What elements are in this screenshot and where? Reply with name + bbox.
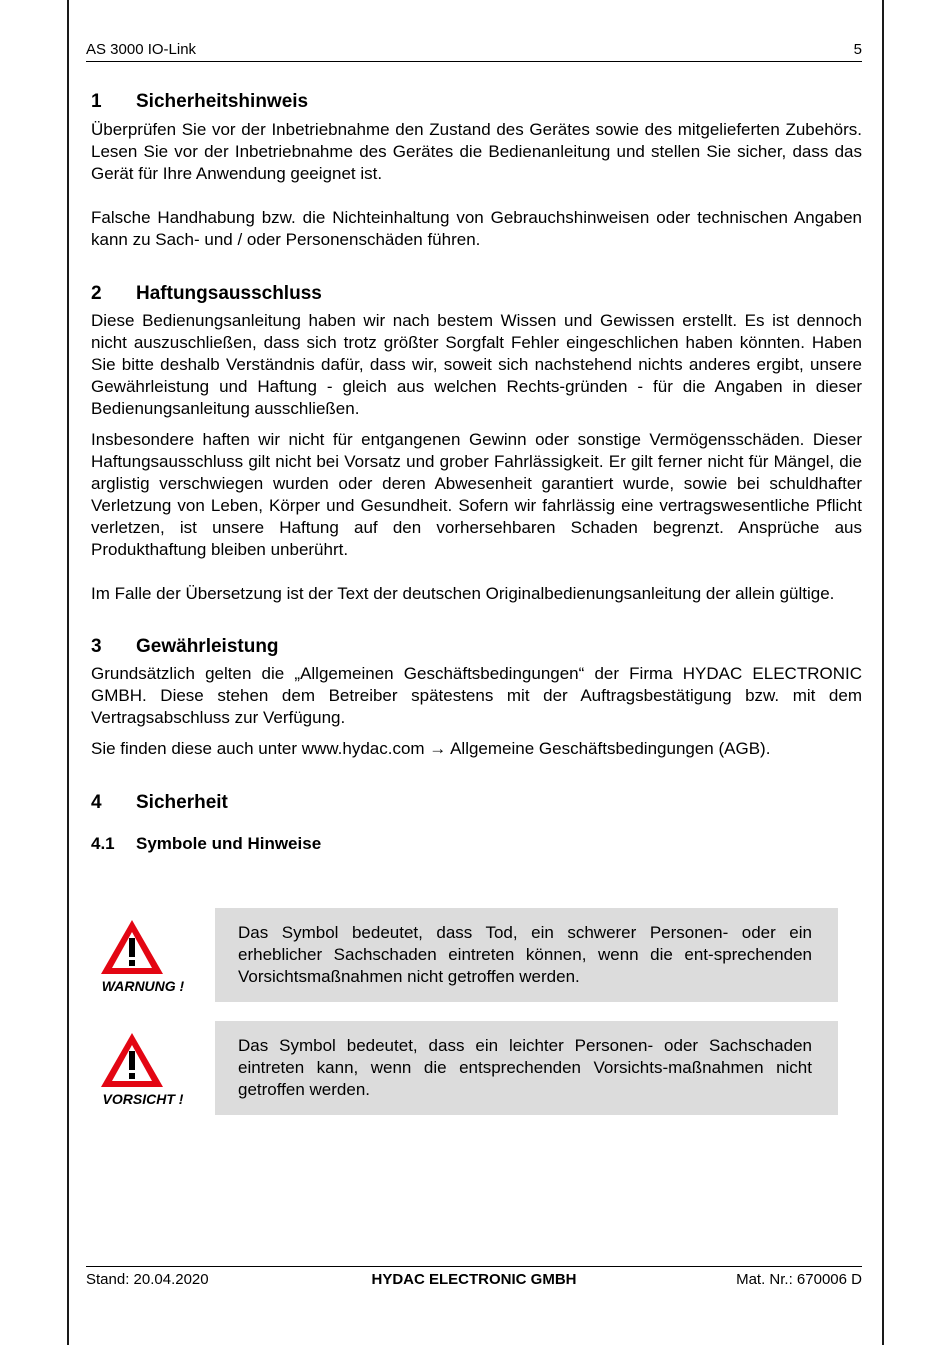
- right-margin-line: [882, 0, 884, 1345]
- section-title: Sicherheit: [136, 792, 228, 813]
- subsection-4-1-heading: [91, 833, 862, 855]
- section-number: 4.1: [91, 834, 115, 853]
- footer-company: HYDAC ELECTRONIC GMBH: [371, 1271, 577, 1288]
- section-4-heading: [91, 791, 862, 815]
- section-title: Haftungsausschluss: [136, 283, 322, 304]
- section-number: 2: [91, 283, 102, 304]
- section-number: 1: [91, 91, 102, 112]
- section-2-heading: [91, 282, 862, 306]
- caution-label: VORSICHT !: [102, 1091, 184, 1107]
- paragraph: Im Falle der Übersetzung ist der Text der deutschen Originalbedienungsanleitung der allein gültige.: [91, 584, 835, 603]
- section-1-heading: [91, 90, 862, 114]
- section-title: Sicherheitshinweis: [136, 91, 309, 112]
- page-header: [86, 41, 862, 62]
- notice-icon-area: [86, 908, 215, 1002]
- paragraph: Sie finden diese auch unter www.hydac.com → Allgemeine Geschäftsbedingungen (AGB).: [91, 739, 771, 758]
- paragraph: Insbesondere haften wir nicht für entgangenen Gewinn oder sonstige Vermögensschäden. Dieser Haftungsausschluss gilt nicht bei Vorsatz und grober Fahrlässigkeit. Er gilt ferner nicht für Mängel, die arglistig verschwiegen wurden oder deren Abwesenheit garantiert wurde, sowie bei schuldhafter Verletzung von Leben, Körper und Gesundheit. Sofern wir fahrlässig eine vertragswesentliche Pflicht verletzen, ist unsere Haftung auf den vorhersehbaren Schaden begrenzt. Ansprüche aus Produkthaftung bleiben unberührt.: [91, 430, 862, 559]
- section-number: 3: [91, 636, 102, 657]
- section-title: Gewährleistung: [136, 636, 279, 657]
- paragraph: Diese Bedienungsanleitung haben wir nach bestem Wissen und Gewissen erstellt. Es ist dennoch nicht auszuschließen, dass sich trotz größter Sorgfalt Fehler eingeschlichen haben könnten. Haben Sie bitte deshalb Verständnis dafür, dass wir, soweit sich nachstehend nichts anderes ergibt, unsere Gewährleistung und Haftung - gleich aus welchen Rechts-gründen - für die Angaben in dieser Bedienungsanleitung ausschließen.: [91, 311, 862, 418]
- paragraph: Überprüfen Sie vor der Inbetriebnahme den Zustand des Gerätes sowie des mitgelieferten Zubehörs. Lesen Sie vor der Inbetriebnahme des Gerätes die Bedienanleitung und stellen Sie sicher, dass das Gerät für Ihre Anwendung geeignet ist.: [91, 120, 862, 183]
- notice-text-box: [215, 908, 838, 1002]
- notice-icon-area: [86, 1021, 215, 1115]
- footer-date: Stand: 20.04.2020: [86, 1271, 209, 1288]
- page-footer: [86, 1266, 862, 1291]
- page-content: [91, 90, 862, 855]
- left-margin-line: [67, 0, 69, 1345]
- caution-notice: [86, 1021, 838, 1115]
- notice-text: Das Symbol bedeutet, dass ein leichter Personen- oder Sachschaden eintreten kann, wenn die entsprechenden Vorsichts-maßnahmen nicht getroffen werden.: [238, 1036, 812, 1099]
- section-3-heading: [91, 635, 862, 659]
- warning-triangle-icon: [99, 918, 165, 976]
- section-number: 4: [91, 792, 102, 813]
- warning-triangle-icon: [99, 1031, 165, 1089]
- notice-text-box: [215, 1021, 838, 1115]
- footer-material-number: Mat. Nr.: 670006 D: [736, 1271, 862, 1288]
- document-title: AS 3000 IO-Link: [86, 41, 197, 58]
- paragraph: Falsche Handhabung bzw. die Nichteinhaltung von Gebrauchshinweisen oder technischen Angaben kann zu Sach- und / oder Personenschäden führen.: [91, 208, 862, 249]
- paragraph: Grundsätzlich gelten die „Allgemeinen Geschäftsbedingungen“ der Firma HYDAC ELECTRONIC GMBH. Diese stehen dem Betreiber spätestens mit der Auftragsbestätigung bzw. mit dem Vertragsabschluss zur Verfügung.: [91, 664, 862, 727]
- section-title: Symbole und Hinweise: [136, 834, 322, 853]
- notice-text: Das Symbol bedeutet, dass Tod, ein schwerer Personen- oder ein erheblicher Sachschaden eintreten können, wenn die ent-sprechenden Vorsichtsmaßnahmen nicht getroffen werden.: [238, 923, 812, 986]
- warning-notice: [86, 908, 838, 1002]
- warning-label: WARNUNG !: [101, 978, 185, 994]
- page-number: 5: [853, 41, 862, 58]
